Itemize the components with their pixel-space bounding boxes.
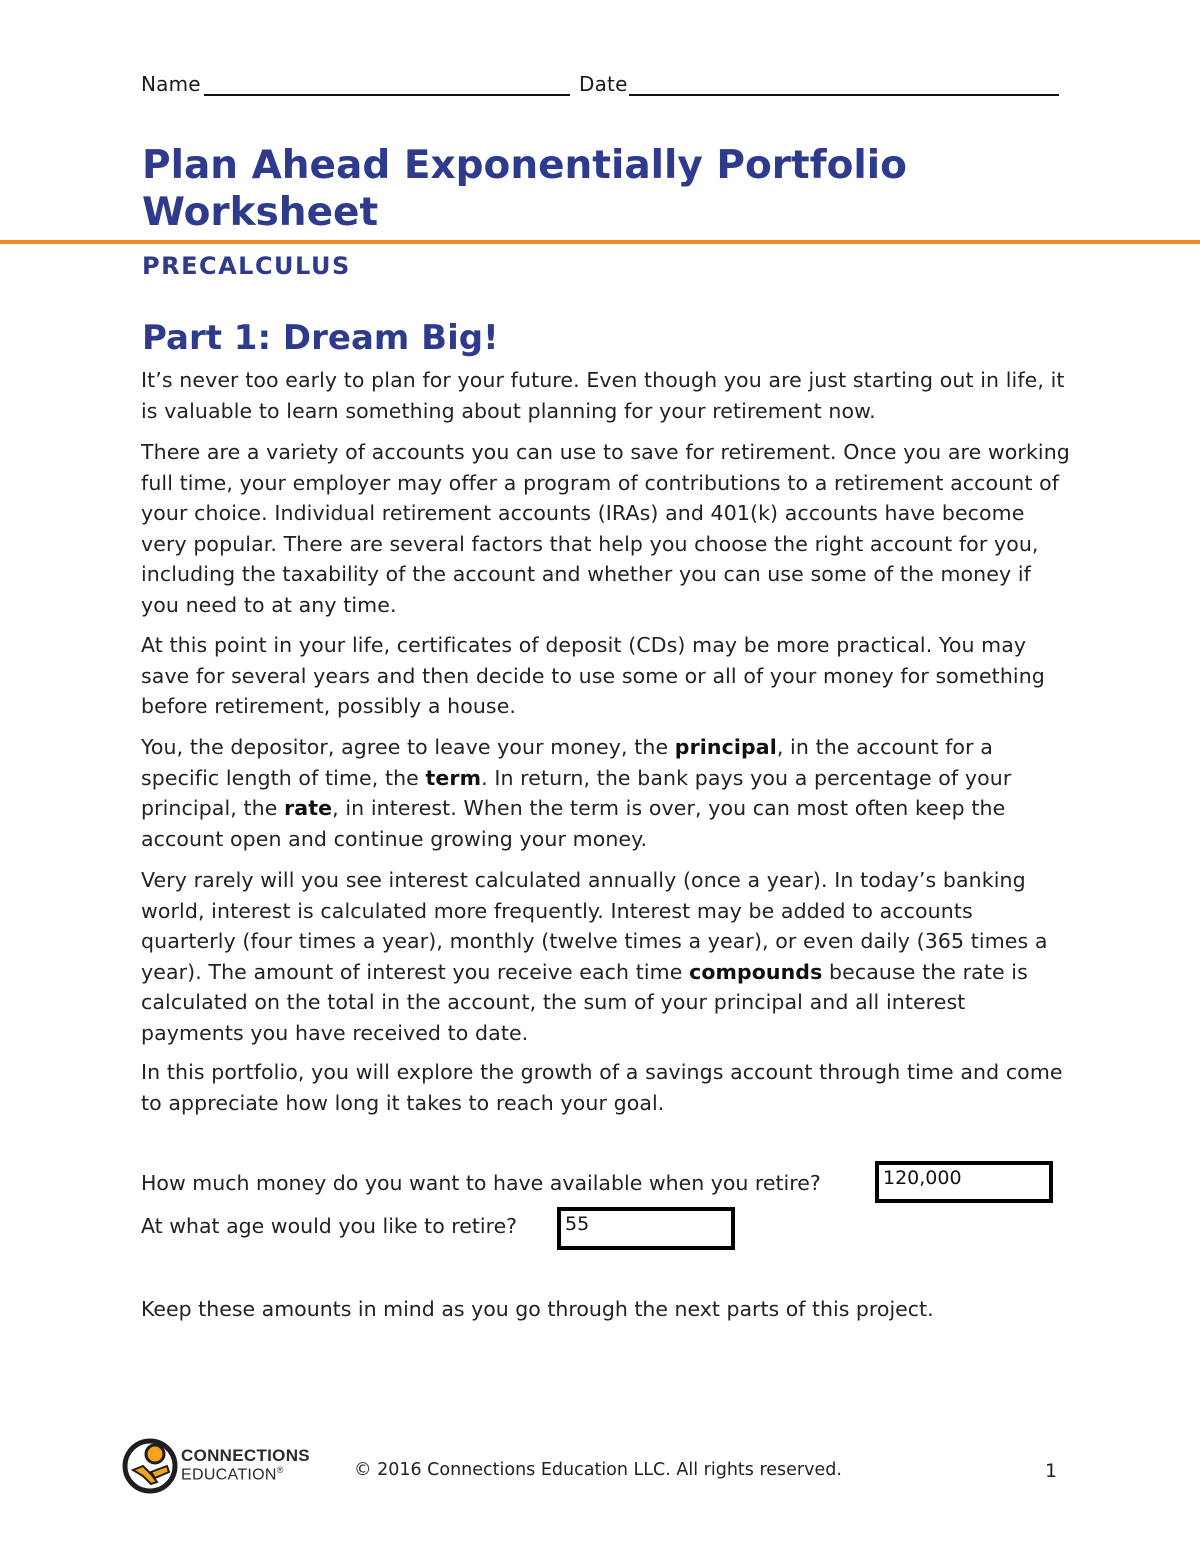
text: , in the account for a specific length of time, the <box>141 735 993 790</box>
logo-text-connections: CONNECTIONS <box>181 1446 310 1465</box>
paragraph-portfolio: In this portfolio, you will explore the growth of a savings account through time and come to appreciate how long it takes to reach your goal. <box>141 1060 1063 1115</box>
title-divider <box>0 240 1200 244</box>
answer-retire-amount-field[interactable]: 120,000 <box>875 1161 1053 1203</box>
closing-text: Keep these amounts in mind as you go through the next parts of this project. <box>141 1297 934 1321</box>
page-number: 1 <box>1045 1460 1058 1482</box>
answer-retire-age-field[interactable]: 55 <box>557 1207 735 1250</box>
part1-heading: Part 1: Dream Big! <box>142 318 499 358</box>
page-title: Plan Ahead Exponentially Portfolio Worksheet <box>142 143 907 235</box>
logo-text-education <box>181 1465 284 1484</box>
connections-logo-icon <box>121 1436 181 1496</box>
text: , in interest. When the term is over, you can most often keep the account open and continue growing your money. <box>141 796 1006 851</box>
paragraph-accounts: There are a variety of accounts you can use to save for retirement. Once you are working full time, your employer may offer a program of contributions to a retirement account of your choice. Individual retirement accounts (IRAs) and 401(k) accounts have become very popular. There are several factors that help you choose the right account for you, including the taxability of the account and whether you can use some of the money if you need to at any time. <box>141 440 1070 617</box>
copyright-text: © 2016 Connections Education LLC. All rights reserved. <box>354 1460 842 1480</box>
date-label: Date <box>579 72 628 96</box>
logo-text-education-word: EDUCATION <box>181 1466 277 1484</box>
registered-mark: ® <box>276 1465 284 1475</box>
term-term: term <box>425 765 482 790</box>
date-field[interactable] <box>629 94 1059 96</box>
paragraph-terms <box>141 732 1071 854</box>
question-retire-age: At what age would you like to retire? <box>141 1214 518 1238</box>
name-label: Name <box>141 72 201 96</box>
term-principal: principal <box>674 735 777 759</box>
text: You, the depositor, agree to leave your money, the <box>141 735 675 759</box>
text: because the rate is calculated on the total in the account, the sum of your principal and all interest payments you have received to date. <box>141 959 1028 1045</box>
term-rate: rate <box>284 796 333 820</box>
paragraph-cds: At this point in your life, certificates of deposit (CDs) may be more practical. You may save for several years and then decide to use some or all of your money for something before retirement, possibly a house. <box>141 633 1045 718</box>
subject-label: PRECALCULUS <box>142 252 351 280</box>
term-compounds: compounds <box>689 959 823 984</box>
text: Very rarely will you see interest calculated annually (once a year). In today’s banking world, interest is calculated more frequently. Interest may be added to accounts quarterly (four times a year), monthly (twelve times a year), or even daily (365 times a year). The amount of interest you receive each time <box>141 868 1048 984</box>
question-retire-amount: How much money do you want to have available when you retire? <box>141 1171 821 1195</box>
name-field[interactable] <box>204 94 570 96</box>
paragraph-intro: It’s never too early to plan for your future. Even though you are just starting out in life, it is valuable to learn something about planning for your retirement now. <box>141 368 1065 423</box>
paragraph-compounding <box>141 865 1071 1048</box>
text: . In return, the bank pays you a percentage of your principal, the <box>141 765 1012 820</box>
